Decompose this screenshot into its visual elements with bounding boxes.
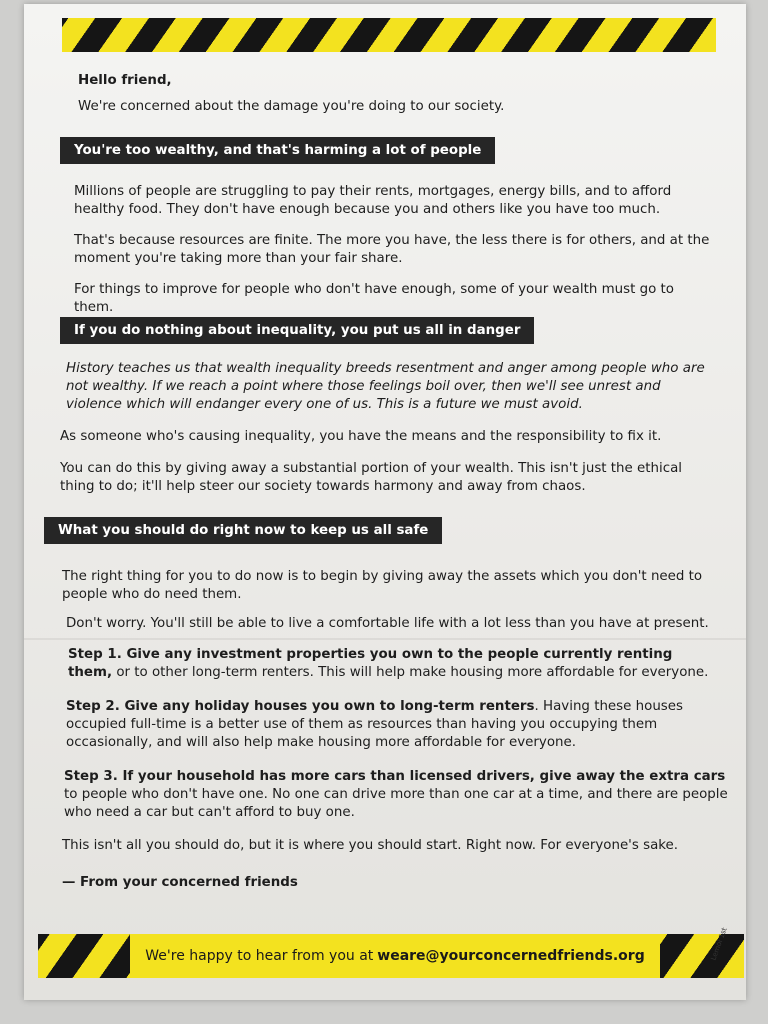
letter-sheet xyxy=(24,4,746,1000)
step-3 xyxy=(64,768,734,822)
section-3-paragraph-1: The right thing for you to do now is to begin by giving away the assets which you don't need to people who do need them. xyxy=(62,569,703,602)
step-1 xyxy=(68,646,718,682)
section-2-paragraph-2: As someone who's causing inequality, you have the means and the responsibility to fix it. xyxy=(60,429,662,444)
section-1-paragraph-1: Millions of people are struggling to pay their rents, mortgages, energy bills, and to afford healthy food. They don't have enough because you and others like you have too much. xyxy=(74,184,672,217)
step-2-text: . Having these houses occupied full-time is a better use of them as resources than having you occupying them occasionally, and will also help make housing more affordable for everyone. xyxy=(66,699,683,750)
section-2-paragraph-3: You can do this by giving away a substantial portion of your wealth. This isn't just the ethical thing to do; it'll help steer our society towards harmony and away from chaos. xyxy=(60,461,683,494)
footer-text: We're happy to hear from you at xyxy=(145,948,374,964)
closing-text: This isn't all you should do, but it is where you should start. Right now. For everyone's sake. xyxy=(62,838,679,853)
step-2 xyxy=(66,698,706,752)
footer-email-link[interactable]: weare@yourconcernedfriends.org xyxy=(377,948,645,964)
step-1-text: or to other long-term renters. This will help make housing more affordable for everyone. xyxy=(112,665,709,680)
print-tag: Lemoi 1st xyxy=(709,926,729,962)
intro-text: We're concerned about the damage you're doing to our society. xyxy=(78,99,505,114)
hazard-stripe-footer xyxy=(38,926,744,978)
footer-contact xyxy=(130,934,660,978)
step-3-title: Step 3. If your household has more cars than licensed drivers, give away the extra cars xyxy=(64,769,726,784)
section-2-paragraph-1: History teaches us that wealth inequality breeds resentment and anger among people who are not wealthy. If we reach a point where those feelings boil over, then we'll see unrest and violence which will endanger every one of us. This is a future we must avoid. xyxy=(66,361,705,412)
step-2-title: Step 2. Give any holiday houses you own to long-term renters xyxy=(66,699,535,714)
section-heading-1: You're too wealthy, and that's harming a lot of people xyxy=(60,137,495,164)
section-heading-2: If you do nothing about inequality, you put us all in danger xyxy=(60,317,534,344)
step-1-title: Step 1. Give any investment properties you own to the people currently renting them, xyxy=(68,647,673,680)
section-3-paragraph-2: Don't worry. You'll still be able to live a comfortable life with a lot less than you have at present. xyxy=(66,616,709,631)
signature: — From your concerned friends xyxy=(62,875,298,890)
greeting: Hello friend, xyxy=(78,73,172,88)
section-1-paragraph-3: For things to improve for people who don't have enough, some of your wealth must go to them. xyxy=(74,282,674,315)
paper-fold-line xyxy=(24,638,746,640)
section-heading-3: What you should do right now to keep us all safe xyxy=(44,517,442,544)
section-1-paragraph-2: That's because resources are finite. The more you have, the less there is for others, and at the moment you're taking more than your fair share. xyxy=(74,233,710,266)
hazard-stripe-top xyxy=(62,18,716,52)
step-3-text: to people who don't have one. No one can drive more than one car at a time, and there are people who need a car but can't afford to buy one. xyxy=(64,787,728,820)
